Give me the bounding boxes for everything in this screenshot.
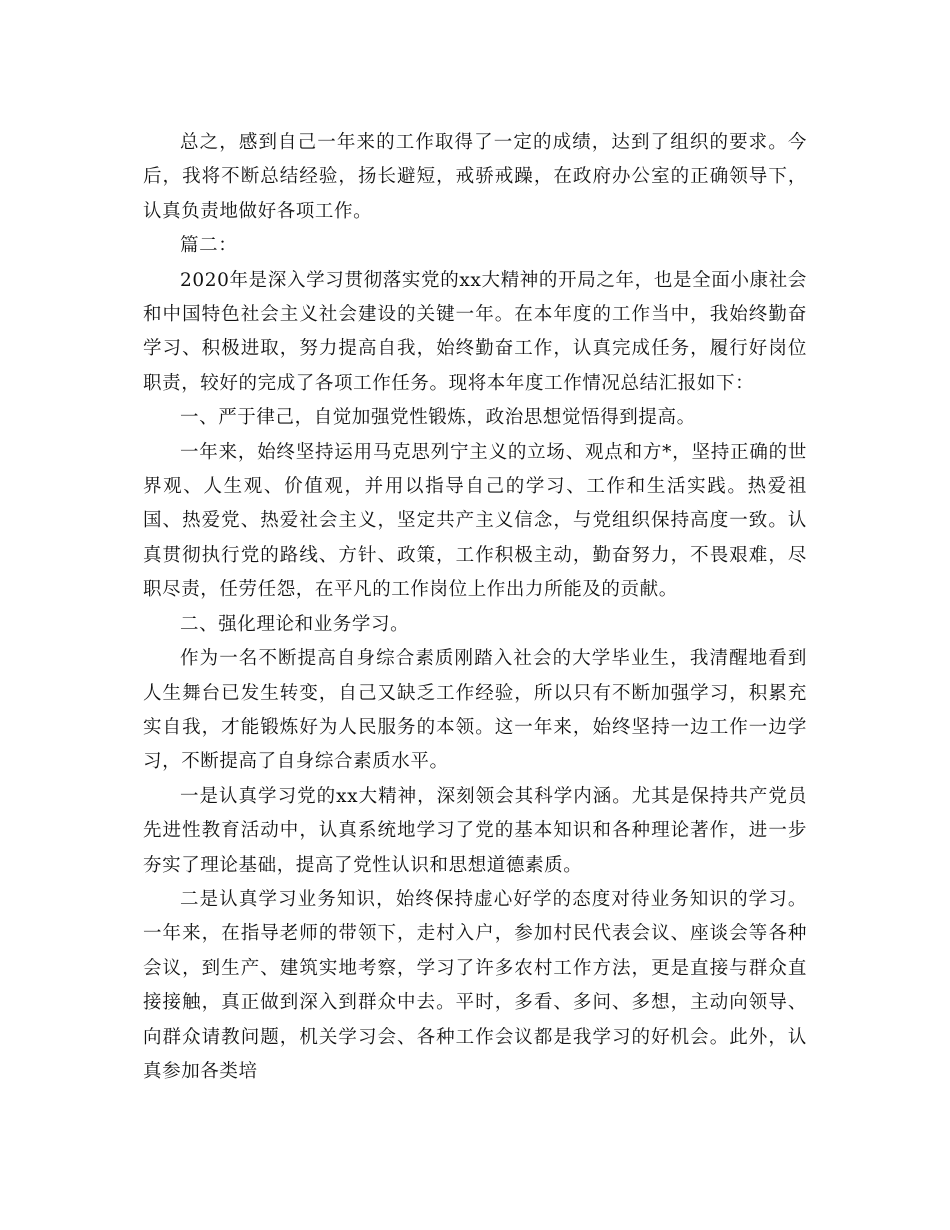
paragraph-study-overview: 作为一名不断提高自身综合素质刚踏入社会的大学毕业生，我清醒地看到人生舞台已发生转变，自己又缺乏工作经验，所以只有不断加强学习，积累充实自我，才能锻炼好为人民服务的本领。这一年来，始终坚持一边工作一边学习，不断提高了自身综合素质水平。 xyxy=(143,648,807,773)
paragraph-study-theory: 一是认真学习党的xx大精神，深刻领会其科学内涵。尤其是保持共产党员先进性教育活动中，认真系统地学习了党的基本知识和各种理论著作，进一步夯实了理论基础，提高了党性认识和思想道德素质。 xyxy=(143,785,807,876)
paragraph-study-business: 二是认真学习业务知识，始终保持虚心好学的态度对待业务知识的学习。一年来，在指导老师的带领下，走村入户，参加村民代表会议、座谈会等各种会议，到生产、建筑实地考察，学习了许多农村工作方法，更是直接与群众直接接触，真正做到深入到群众中去。平时，多看、多问、多想，主动向领导、向群众请教问题，机关学习会、各种工作会议都是我学习的好机会。此外，认真参加各类培 xyxy=(143,888,807,1082)
document-body xyxy=(143,126,807,1089)
section-heading-part-two: 篇二： xyxy=(180,235,238,257)
paragraph-conclusion: 总之，感到自己一年来的工作取得了一定的成绩，达到了组织的要求。今后，我将不断总结经验，扬长避短，戒骄戒躁，在政府办公室的正确领导下，认真负责地做好各项工作。 xyxy=(143,132,807,222)
paragraph-political-thought: 一年来，始终坚持运用马克思列宁主义的立场、观点和方*，坚持正确的世界观、人生观、价值观，并用以指导自己的学习、工作和生活实践。热爱祖国、热爱党、热爱社会主义，坚定共产主义信念，与党组织保持高度一致。认真贯彻执行党的路线、方针、政策，工作积极主动，勤奋努力，不畏艰难，尽职尽责，任劳任怨，在平凡的工作岗位上作出力所能及的贡献。 xyxy=(143,441,807,601)
paragraph-intro: 2020年是深入学习贯彻落实党的xx大精神的开局之年，也是全面小康社会和中国特色社会主义社会建设的关键一年。在本年度的工作当中，我始终勤奋学习、积极进取，努力提高自我，始终勤奋工作，认真完成任务，履行好岗位职责，较好的完成了各项工作任务。现将本年度工作情况总结汇报如下： xyxy=(143,269,807,394)
heading-point-one: 一、严于律己，自觉加强党性锻炼，政治思想觉悟得到提高。 xyxy=(180,407,696,429)
heading-point-two: 二、强化理论和业务学习。 xyxy=(180,613,410,635)
